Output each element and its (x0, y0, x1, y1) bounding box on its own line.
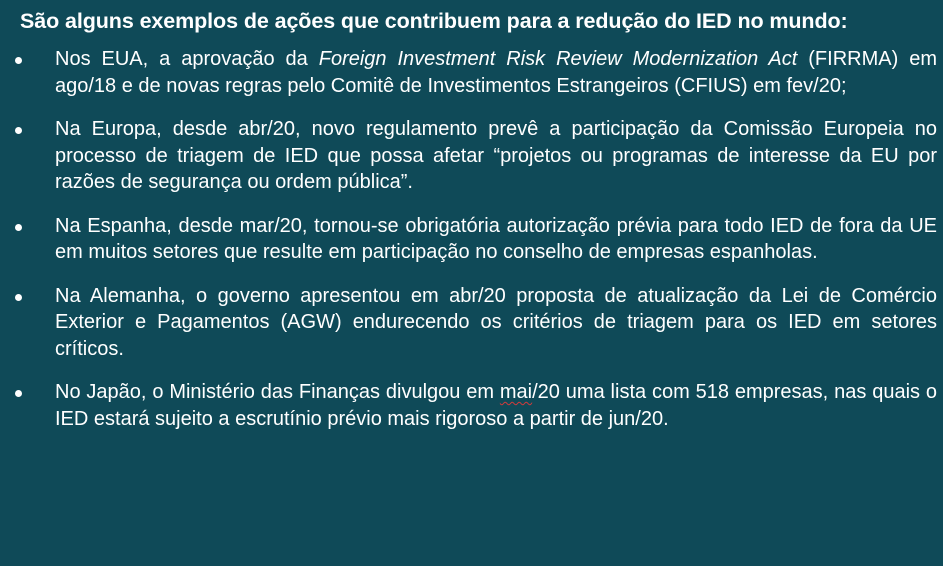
bullet-item-japan (15, 379, 937, 432)
bullet-list (15, 46, 937, 432)
slide-heading: São alguns exemplos de ações que contribuem para a redução do IED no mundo: (20, 9, 848, 33)
bullet-item-usa (15, 46, 937, 99)
bullet-icon (15, 390, 22, 397)
bullet-text-pre: Nos EUA, a aprovação da (55, 48, 319, 70)
bullet-text: Na Espanha, desde mar/20, tornou-se obrigatória autorização prévia para todo IED de fora da UE em muitos setores que resulte em participação no conselho de empresas espanholas. (55, 214, 937, 263)
spellcheck-flagged-word: mai (499, 381, 533, 403)
bullet-text: Na Alemanha, o governo apresentou em abr/20 proposta de atualização da Lei de Comércio Exterior e Pagamentos (AGW) endurecendo os critérios de triagem para os IED em setores críticos. (55, 284, 937, 360)
bullet-item-europe (15, 116, 937, 196)
bullet-text-post: (FIRRMA) em ago/18 e de novas regras pelo Comitê de Investimentos Estrangeiros (CFIUS) em fev/20; (55, 48, 937, 97)
bullet-item-spain (15, 213, 937, 266)
bullet-item-germany (15, 283, 937, 363)
bullet-icon (15, 224, 22, 231)
bullet-text: Na Europa, desde abr/20, novo regulamento prevê a participação da Comissão Europeia no processo de triagem de IED que possa afetar “projetos ou programas de interesse da EU por razões de segurança ou ordem pública”. (55, 118, 937, 193)
bullet-icon (15, 127, 22, 134)
bullet-text-pre: No Japão, o Ministério das Finanças divulgou em (55, 381, 500, 403)
bullet-icon (15, 294, 22, 301)
bullet-text-post: /20 uma lista com 518 empresas, nas quais o IED estará sujeito a escrutínio prévio mais rigoroso a partir de jun/20. (55, 381, 937, 430)
bullet-text-italic: Foreign Investment Risk Review Modernization Act (318, 48, 798, 70)
bullet-icon (15, 57, 22, 64)
